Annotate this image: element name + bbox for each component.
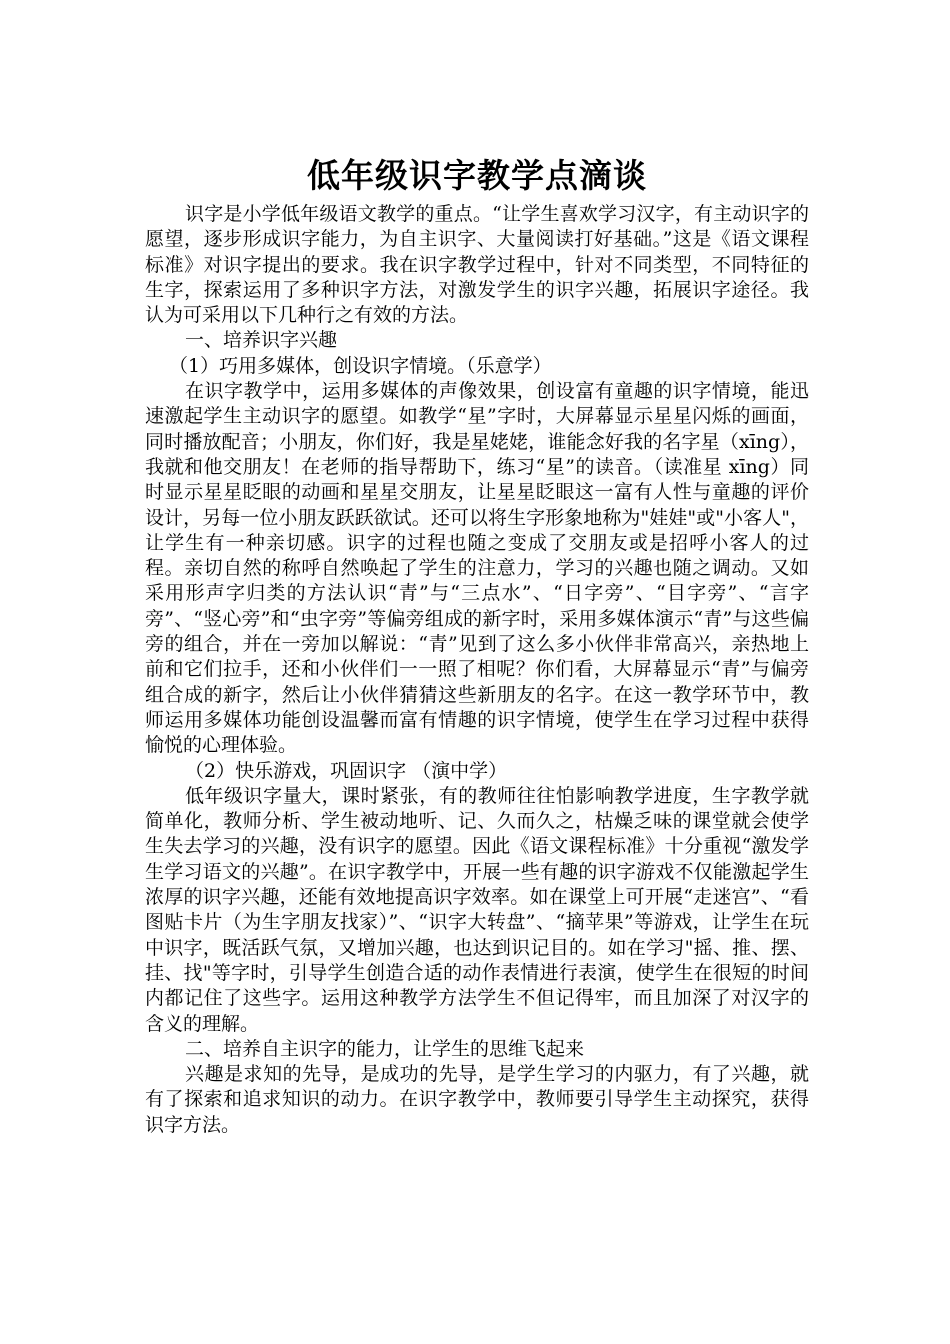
paragraph-intro: 识字是小学低年级语文教学的重点。“让学生喜欢学习汉字，有主动识字的愿望，逐步形成识字能力，为自主识字、大量阅读打好基础。”这是《语文课程标准》对识字提出的要求。我在识字教学过程中，针对不同类型，不同特征的生字，探索运用了多种识字方法，对激发学生的识字兴趣，拓展识字途径。我认为可采用以下几种行之有效的方法。 xyxy=(145,203,809,327)
document-title: 低年级识字教学点滴谈 xyxy=(307,156,647,195)
paragraph-autonomy: 兴趣是求知的先导，是成功的先导，是学生学习的内驱力，有了兴趣，就有了探索和追求知识的动力。在识字教学中，教师要引导学生主动探究，获得识字方法。 xyxy=(145,1063,809,1136)
document-body xyxy=(145,202,809,1138)
section-heading-1: 一、培养识字兴趣 xyxy=(185,329,338,352)
paragraph-games: 低年级识字量大，课时紧张，有的教师往往怕影响教学进度，生字教学就简单化，教师分析、学生被动地听、记、久而久之，枯燥乏味的课堂就会使学生失去学习的兴趣，没有识字的愿望。因此《语文课程标准》十分重视“激发学生学习语文的兴趣”。在识字教学中，开展一些有趣的识字游戏不仅能激起学生浓厚的识字兴趣，还能有效地提高识字效率。如在课堂上可开展“走迷宫”、“看图贴卡片（为生字朋友找家）”、“识字大转盘”、“摘苹果”等游戏，让学生在玩中识字，既活跃气氛，又增加兴趣，也达到识记目的。如在学习"摇、推、摆、挂、找"等字时，引导学生创造合适的动作表情进行表演，使学生在很短的时间内都记住了这些字。运用这种教学方法学生不但记得牢，而且加深了对汉字的含义的理解。 xyxy=(145,784,809,1035)
document-page xyxy=(145,150,809,1138)
section-heading-2: 二、培养自主识字的能力，让学生的思维飞起来 xyxy=(185,1037,585,1060)
subsection-heading-1: （1）巧用多媒体，创设识字情境。（乐意学） xyxy=(169,354,552,377)
subsection-heading-2: （2）快乐游戏，巩固识字 （演中学） xyxy=(185,759,508,782)
paragraph-multimedia: 在识字教学中，运用多媒体的声像效果，创设富有童趣的识字情境，能迅速激起学生主动识字的愿望。如教学“星”字时，大屏幕显示星星闪烁的画面，同时播放配音；小朋友，你们好，我是星姥姥，谁能念好我的名字星（xīng），我就和他交朋友！在老师的指导帮助下，练习“星”的读音。（读准星 xīng）同时显示星星眨眼的动画和星星交朋友，让星星眨眼这一富有人性与童趣的评价设计，另每一位小朋友跃跃欲试。还可以将生字形象地称为"娃娃"或"小客人"，让学生有一种亲切感。识字的过程也随之变成了交朋友或是招呼小客人的过程。亲切自然的称呼自然唤起了学生的注意力，学习的兴趣也随之调动。又如采用形声字归类的方法认识“青”与“三点水”、“日字旁”、“目字旁”、“言字旁”、“竖心旁”和“虫字旁”等偏旁组成的新字时，采用多媒体演示“青”与这些偏旁的组合，并在一旁加以解说：“青”见到了这么多小伙伴非常高兴，亲热地上前和它们拉手，还和小伙伴们一一照了相呢？你们看，大屏幕显示“青”与偏旁组合成的新字，然后让小伙伴猜猜这些新朋友的名字。在这一教学环节中，教师运用多媒体功能创设温馨而富有情趣的识字情境，使学生在学习过程中获得愉悦的心理体验。 xyxy=(145,380,809,757)
